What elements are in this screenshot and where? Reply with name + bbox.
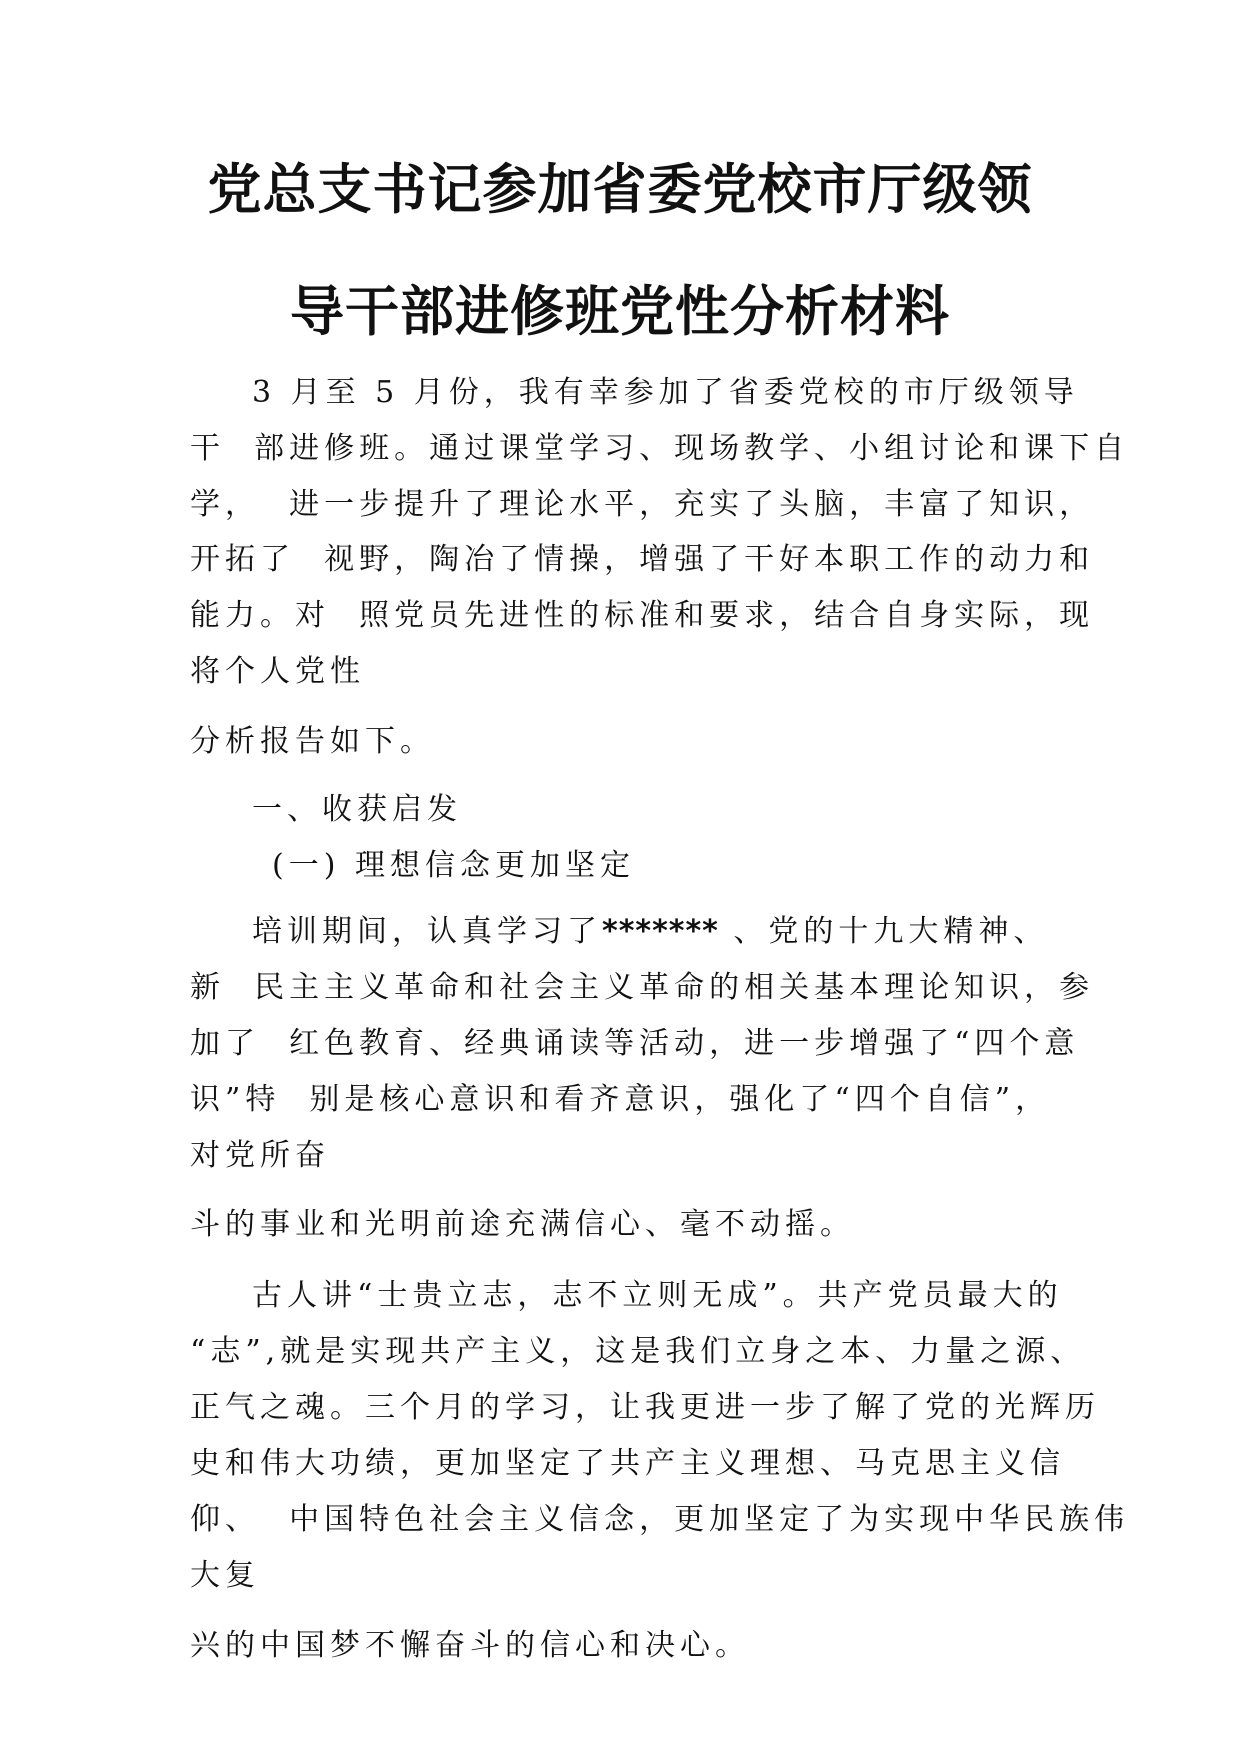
intro-line-2: 干 部进修班。通过课堂学习、现场教学、小组讨论和课下自 xyxy=(190,431,1130,466)
intro-line-6: 将个人党性 xyxy=(190,654,365,689)
document-title-line-2: 导干部进修班党性分析材料 xyxy=(290,280,950,343)
intro-line-7: 分析报告如下。 xyxy=(190,724,435,759)
intro-line-1: 3 月至 5 月份，我有幸参加了省委党校的市厅级领导 xyxy=(252,375,1079,410)
section-subheading: (一) 理想信念更加坚定 xyxy=(272,848,635,883)
intro-line-4: 开拓了 视野，陶冶了情操，增强了干好本职工作的动力和 xyxy=(190,542,1095,577)
redacted-text: ******* xyxy=(602,914,719,949)
para1-line-5: 对党所奋 xyxy=(190,1138,330,1173)
para2-line-6: 大复 xyxy=(190,1558,260,1593)
para1-line-1-prefix: 培训期间，认真学习了 xyxy=(252,914,602,949)
para2-line-3: 正气之魂。三个月的学习，让我更进一步了解了党的光辉历 xyxy=(190,1390,1100,1425)
para2-line-5: 仰、 中国特色社会主义信念，更加坚定了为实现中华民族伟 xyxy=(190,1502,1130,1537)
para2-line-7: 兴的中国梦不懈奋斗的信心和决心。 xyxy=(190,1628,750,1663)
para2-line-2: “志”,就是实现共产主义，这是我们立身之本、力量之源、 xyxy=(190,1334,1086,1369)
para1-line-1-suffix: 、党的十九大精神、 xyxy=(718,914,1049,949)
section-heading: 一、收获启发 xyxy=(252,792,462,827)
para2-line-4: 史和伟大功绩，更加坚定了共产主义理想、马克思主义信 xyxy=(190,1446,1065,1481)
para1-line-1 xyxy=(252,912,1048,952)
para1-line-2: 新 民主主义革命和社会主义革命的相关基本理论知识，参 xyxy=(190,970,1095,1005)
para1-line-3: 加了 红色教育、经典诵读等活动，进一步增强了“四个意 xyxy=(190,1026,1080,1061)
para1-line-6: 斗的事业和光明前途充满信心、毫不动摇。 xyxy=(190,1207,855,1242)
intro-line-5: 能力。对 照党员先进性的标准和要求，结合自身实际，现 xyxy=(190,598,1095,633)
document-title-line-1: 党总支书记参加省委党校市厅级领 xyxy=(207,158,1033,221)
para1-line-4: 识”特 别是核心意识和看齐意识，强化了“四个自信”， xyxy=(190,1082,1051,1117)
para2-line-1: 古人讲“士贵立志，志不立则无成”。共产党员最大的 xyxy=(252,1278,1063,1313)
intro-line-3: 学， 进一步提升了理论水平，充实了头脑，丰富了知识， xyxy=(190,487,1095,522)
